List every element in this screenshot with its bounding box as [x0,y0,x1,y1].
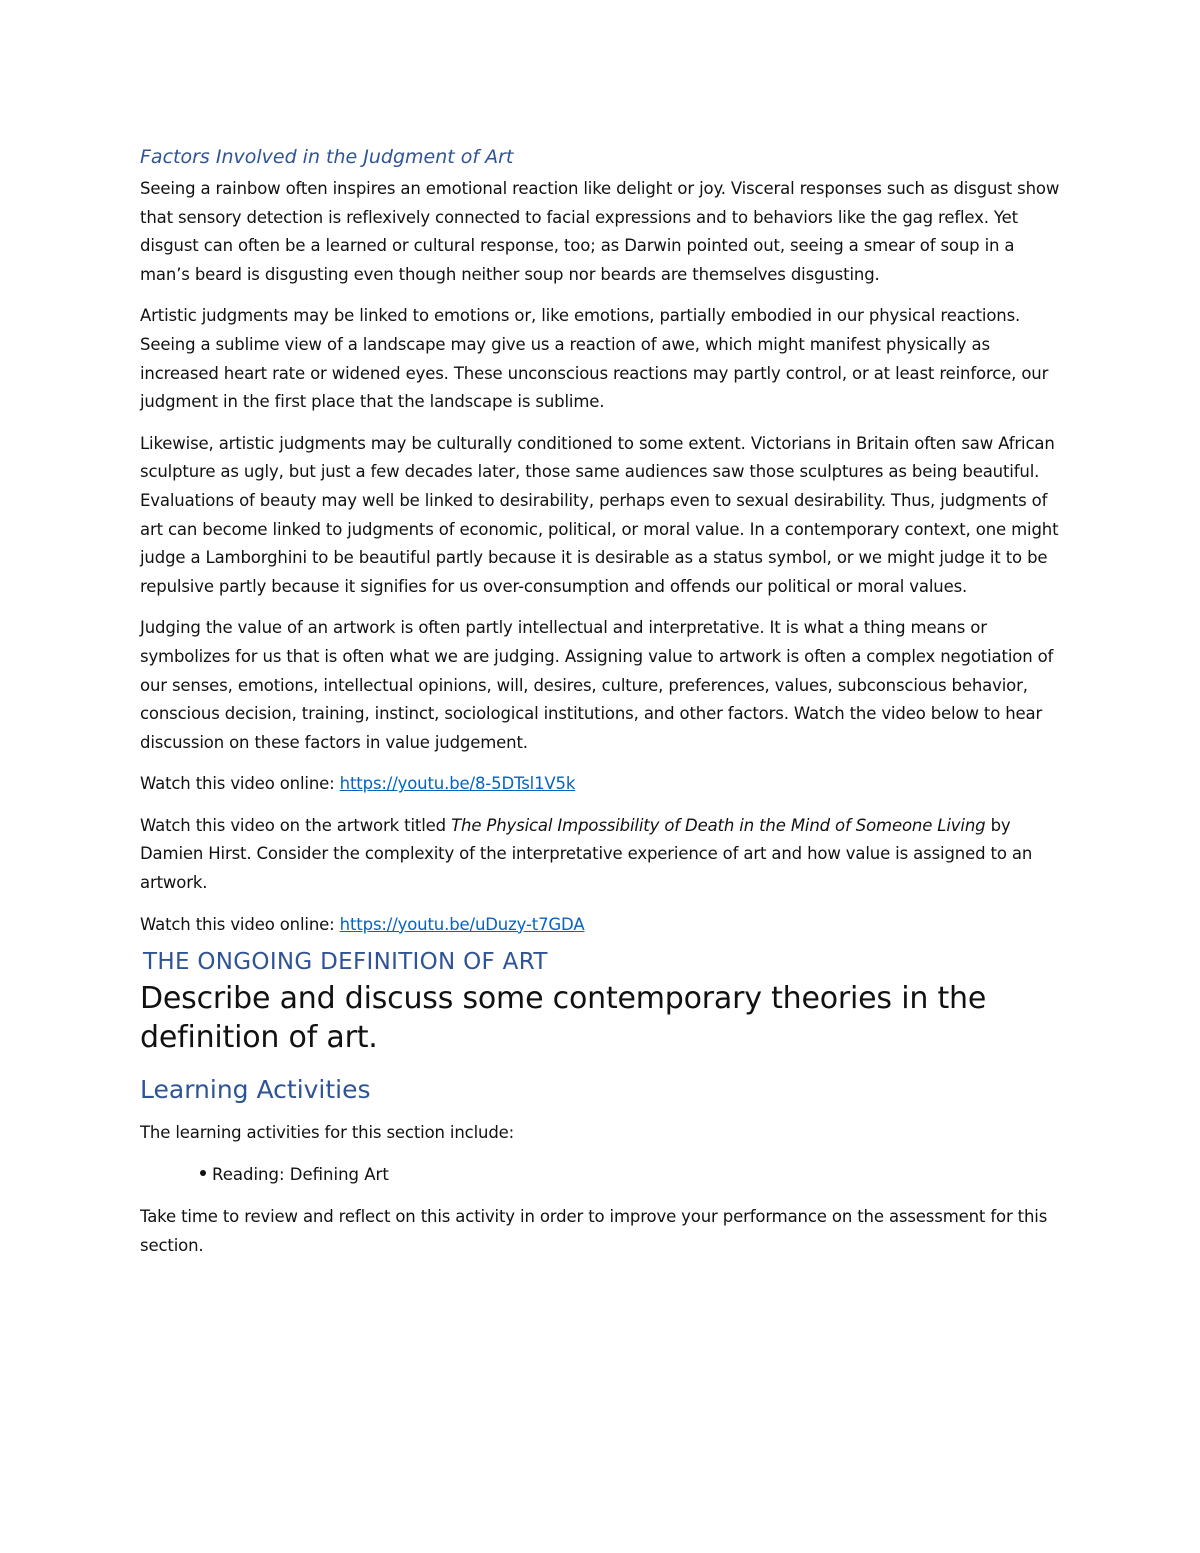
paragraph-hirst [140,812,1060,898]
bullet-icon [200,1170,206,1176]
video-line-1 [140,770,1060,799]
hirst-before: Watch this video on the artwork titled [140,815,452,835]
video-prefix: Watch this video online: [140,774,340,794]
artwork-title: The Physical Impossibility of Death in the Mind of Someone Living [451,815,986,835]
list-item [200,1161,1060,1190]
paragraph-cultural-conditioning: Likewise, artistic judgments may be culturally conditioned to some extent. Victorians in Britain often saw African sculpture as ugly, but just a few decades later, those same audiences saw those sculptures as being beautiful. Evaluations of beauty may well be linked to desirability, perhaps even to sexual desirability. Thus, judgments of art can become linked to judgments of economic, political, or moral value. In a contemporary context, one might judge a Lamborghini to be beautiful partly because it is desirable as a status symbol, or we might judge it to be repulsive partly because it signifies for us over-consumption and offends our political or moral values. [140,433,1059,596]
video-prefix: Watch this video online: [140,914,340,934]
learning-activities-heading: Learning Activities [140,1075,371,1105]
activities-list [140,1161,1060,1190]
paragraph-artistic-judgments: Artistic judgments may be linked to emotions or, like emotions, partially embodied in our physical reactions. [140,306,1021,326]
learning-objective: Describe and discuss some contemporary theories in the definition of art. [140,981,987,1056]
video-link-1[interactable]: https://youtu.be/8-5DTsl1V5k [339,774,576,794]
activity-label: Reading: Defining Art [212,1164,389,1184]
video-line-2 [140,911,1060,940]
paragraph-rainbow: Seeing a rainbow often inspires an emotional reaction like delight or joy. Visceral responses such as disgust show that sensory detection is reflexively connected to facial expressions and to behaviors like the gag reflex. Yet disgust can often be a learned or cultural response, too; as Darwin pointed out, seeing a smear of soup in a man’s beard is disgusting even though neither soup nor beards are themselves disgusting. [140,179,1060,284]
activities-intro: The learning activities for this section include: [140,1123,515,1143]
paragraph-closing: Take time to review and reflect on this activity in order to improve your performance on the assessment for this section. [140,1207,1048,1256]
document-page [140,143,1060,1274]
hirst-after: by Damien Hirst. Consider the complexity of the interpretative experience of art and how value is assigned to an artwork. [140,815,1033,893]
paragraph-sublime-view: Seeing a sublime view of a landscape may give us a reaction of awe, which might manifest physically as increased heart rate or widened eyes. These unconscious reactions may partly control, or at least reinforce, our judgment in the first place that the landscape is sublime. [140,334,1049,412]
section-subheading: Factors Involved in the Judgment of Art [140,146,514,168]
section-heading: THE ONGOING DEFINITION OF ART [143,949,548,976]
paragraph-judging-value: Judging the value of an artwork is often partly intellectual and interpretative. It is what a thing means or symbolizes for us that is often what we are judging. Assigning value to artwork is often a complex negotiation of our senses, emotions, intellectual opinions, will, desires, culture, preferences, values, subconscious behavior, conscious decision, training, instinct, sociological institutions, and other factors. Watch the video below to hear discussion on these factors in value judgement. [140,618,1054,752]
video-link-2[interactable]: https://youtu.be/uDuzy-t7GDA [339,914,585,934]
